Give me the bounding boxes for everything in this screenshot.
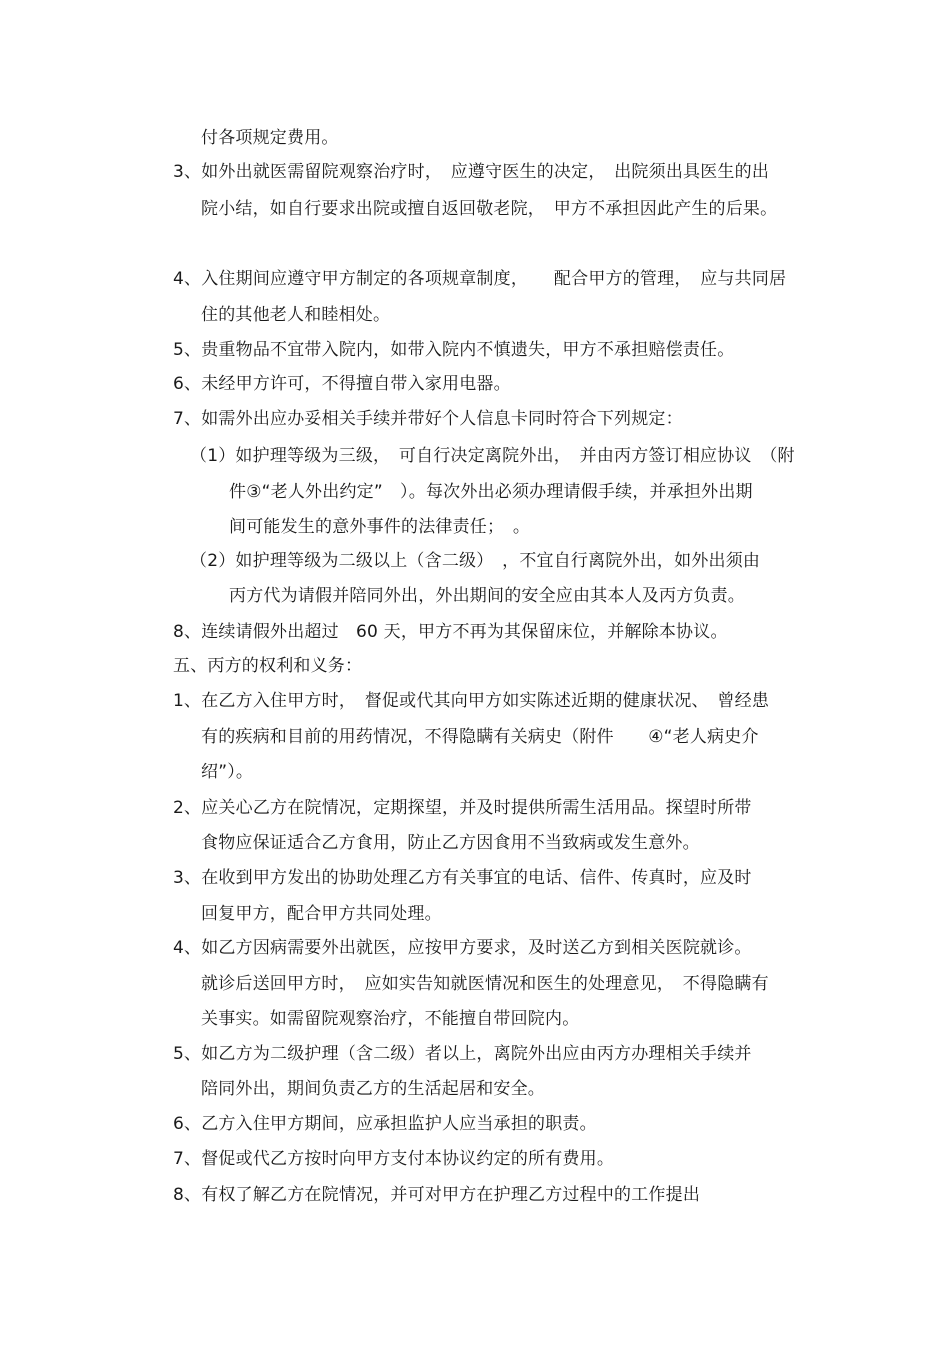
text-line: 食物应保证适合乙方食用，防止乙方因食用不当致病或发生意外。	[201, 833, 700, 853]
text-line: 4、如乙方因病需要外出就医，应按甲方要求，及时送乙方到相关医院就诊。	[173, 938, 752, 958]
text-line: 3、如外出就医需留院观察治疗时， 应遵守医生的决定， 出院须出具医生的出	[173, 162, 770, 182]
text-line: 间可能发生的意外事件的法律责任； 。	[229, 517, 531, 537]
text-line: 就诊后送回甲方时， 应如实告知就医情况和医生的处理意见， 不得隐瞒有	[201, 974, 769, 994]
text-line: 6、未经甲方许可，不得擅自带入家用电器。	[173, 374, 511, 394]
text-line: 关事实。如需留院观察治疗，不能擅自带回院内。	[201, 1009, 580, 1029]
text-line: 2、应关心乙方在院情况，定期探望，并及时提供所需生活用品。探望时所带	[173, 798, 752, 818]
text-line: 回复甲方，配合甲方共同处理。	[201, 904, 442, 924]
text-line: 7、如需外出应办妥相关手续并带好个人信息卡同时符合下列规定：	[173, 409, 683, 429]
text-line: （1）如护理等级为三级， 可自行决定离院外出， 并由丙方签订相应协议 （附	[190, 446, 795, 466]
text-line: 住的其他老人和睦相处。	[201, 305, 391, 325]
text-line: 7、督促或代乙方按时向甲方支付本协议约定的所有费用。	[173, 1149, 615, 1169]
text-line: 丙方代为请假并陪同外出，外出期间的安全应由其本人及丙方负责。	[229, 586, 745, 606]
text-line: 有的疾病和目前的用药情况，不得隐瞒有关病史（附件 ④“老人病史介	[201, 727, 759, 747]
text-line: 绍”）。	[201, 762, 254, 782]
text-line: 6、乙方入住甲方期间，应承担监护人应当承担的职责。	[173, 1114, 597, 1134]
text-line: （2）如护理等级为二级以上（含二级） ，不宜自行离院外出，如外出须由	[190, 551, 761, 571]
text-line: 陪同外出，期间负责乙方的生活起居和安全。	[201, 1079, 545, 1099]
text-line: 5、贵重物品不宜带入院内，如带入院内不慎遗失，甲方不承担赔偿责任。	[173, 340, 735, 360]
section-heading: 五、丙方的权利和义务：	[173, 656, 363, 676]
text-line: 8、有权了解乙方在院情况，并可对甲方在护理乙方过程中的工作提出	[173, 1185, 701, 1205]
text-line: 8、连续请假外出超过 60 天，甲方不再为其保留床位，并解除本协议。	[173, 622, 728, 642]
text-line: 1、在乙方入住甲方时， 督促或代其向甲方如实陈述近期的健康状况、 曾经患	[173, 691, 770, 711]
text-line: 付各项规定费用。	[201, 128, 339, 148]
text-line: 4、入住期间应遵守甲方制定的各项规章制度， 配合甲方的管理， 应与共同居	[173, 269, 787, 289]
text-line: 3、在收到甲方发出的协助处理乙方有关事宜的电话、信件、传真时，应及时	[173, 868, 752, 888]
text-line: 院小结，如自行要求出院或擅自返回敬老院， 甲方不承担因此产生的后果。	[201, 199, 778, 219]
text-line: 5、如乙方为二级护理（含二级）者以上，离院外出应由丙方办理相关手续并	[173, 1044, 752, 1064]
text-line: 件③“老人外出约定” ）。每次外出必须办理请假手续，并承担外出期	[229, 482, 753, 502]
